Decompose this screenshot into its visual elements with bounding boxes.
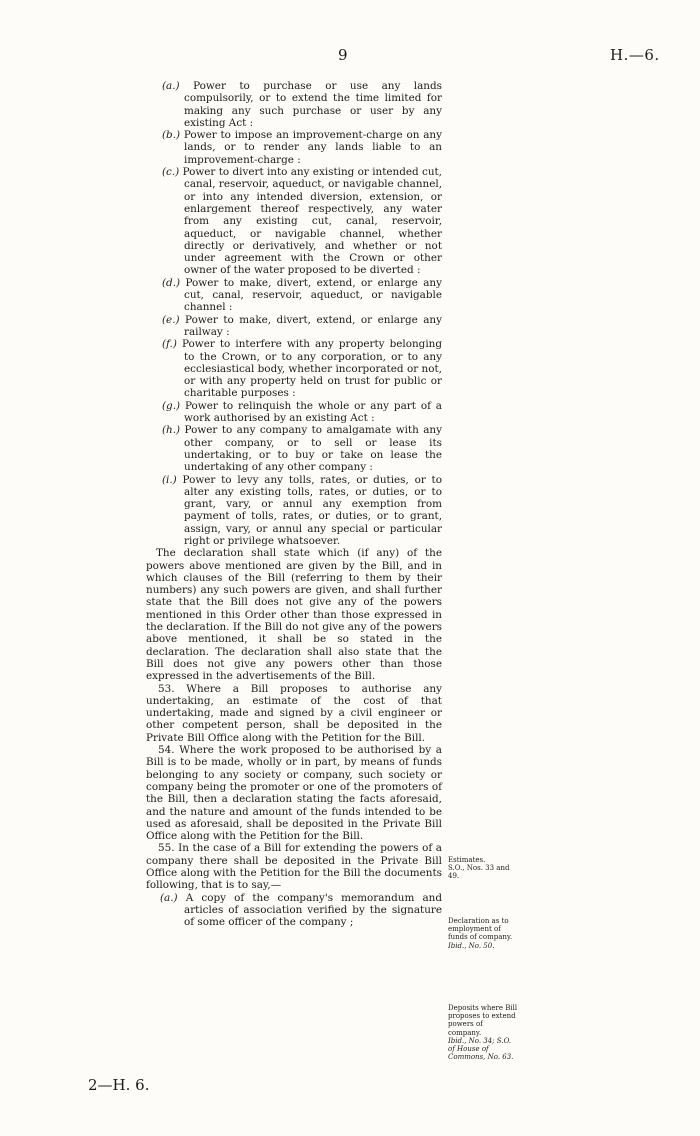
power-item-i [146, 474, 442, 548]
power-item-a [146, 80, 442, 129]
side-note-estimates [448, 856, 518, 881]
side-note-title: Estimates. [448, 856, 486, 864]
item-text: Power to impose an improvement-charge on any lands, or to render any lands liable to an improvement-charge : [183, 129, 442, 166]
power-item-c [146, 166, 442, 277]
side-note-ref: S.O., Nos. 33 and 49. [448, 864, 510, 881]
item-marker: (h.) [162, 424, 181, 437]
item-text: A copy of the company's memorandum and articles of association verified by the signature of some officer of the company ; [184, 891, 442, 929]
side-note-title: Deposits where Bill proposes to extend powers of company. [448, 1004, 518, 1037]
power-item-d [146, 277, 442, 314]
item-text: Power to divert into any existing or intended cut, canal, reservoir, aqueduct, or navigable channel, or into any intended diversion, extension, or enlargement thereof respectively, any water from any existing cut, canal, reservoir, aqueduct, or navigable channel, whether directly or derivatively, and whether or not under agreement with the Crown or other owner of the water proposed to be diverted : [182, 166, 442, 277]
power-item-e [146, 314, 442, 339]
paragraph-55-item-a [146, 892, 442, 929]
item-text: Power to levy any tolls, rates, or duties, or to alter any existing tolls, rates, or duties, or to grant, vary, or annul any exemption from payment of tolls, rates, or duties, or to grant, assign, vary, or annul any special or particular right or privilege whatsoever. [182, 473, 442, 547]
paragraph-55: 55. In the case of a Bill for extending the powers of a company there shall be deposited in the Private Bill Office along with the Petition for the Bill the documents following, that is to say,— [146, 842, 442, 892]
paragraph-53: 53. Where a Bill proposes to authorise any undertaking, an estimate of the cost of that undertaking, made and signed by a civil engineer or other competent person, shall be deposited in the Private Bill Office along with the Petition for the Bill. [146, 682, 442, 744]
item-text: Power to make, divert, extend, or enlarge any railway : [184, 313, 442, 338]
page-number: 9 [338, 46, 348, 64]
item-marker: (d.) [162, 276, 181, 289]
paragraph-54: 54. Where the work proposed to be authorised by a Bill is to be made, wholly or in part, by means of funds belonging to any society or company, such society or company being the promoter or one of the promoters of the Bill, then a declaration stating the facts aforesaid, and the nature and amount of the funds intended to be used as aforesaid, shall be deposited in the Private Bill Office along with the Petition for the Bill. [146, 744, 442, 843]
item-text: Power to make, divert, extend, or enlarge any cut, canal, reservoir, aqueduct, or navigable channel : [184, 276, 442, 314]
item-marker: (a.) [162, 80, 180, 92]
body-column [146, 80, 442, 928]
item-text: Power to purchase or use any lands compulsorily, or to extend the time limited for making any such purchase or user by any existing Act : [184, 80, 442, 129]
power-item-b [146, 129, 442, 166]
item-marker: (c.) [162, 166, 180, 179]
power-item-f [146, 338, 442, 399]
item-text: Power to interfere with any property belonging to the Crown, or to any corporation, or to any ecclesiastical body, whether incorporated or not, or with any property held on trust for public or charitable purposes : [181, 338, 442, 400]
item-marker: (e.) [162, 313, 180, 326]
item-text: Power to relinquish the whole or any part of a work authorised by an existing Act : [184, 399, 443, 425]
powers-list [146, 80, 442, 547]
side-note-title: Declaration as to employment of funds of company. [448, 917, 513, 942]
item-marker: (b.) [162, 129, 181, 142]
side-note-ref: Ibid., No. 34; S.O. of House of Commons, No. 63. [448, 1036, 514, 1062]
item-marker: (i.) [162, 473, 177, 486]
side-note-ref: Ibid., No. 50. [448, 941, 495, 950]
item-marker: (f.) [162, 338, 177, 351]
declaration-paragraph: The declaration shall state which (if any) of the powers above mentioned are given by the Bill, and in which clauses of the Bill (referring to them by their numbers) any such powers are given, and shall further state that the Bill does not give any of the powers mentioned in this Order other than those expressed in the declaration. If the Bill do not give any of the powers above mentioned, it shall be so stated in the declaration. The declaration shall also state that the Bill does not give any powers other than those expressed in the advertisements of the Bill. [146, 547, 442, 683]
item-text: Power to any company to amalgamate with any other company, or to sell or lease its undertaking, or to buy or take on lease the undertaking of any other company : [184, 424, 442, 474]
power-item-g [146, 400, 442, 425]
item-marker: (g.) [162, 399, 181, 412]
item-marker: (a.) [160, 891, 178, 904]
side-note-declaration [448, 917, 518, 950]
footer-signature: 2—H. 6. [88, 1076, 150, 1094]
power-item-h [146, 424, 442, 473]
document-code: H.—6. [610, 46, 660, 64]
side-note-deposits [448, 1004, 518, 1061]
